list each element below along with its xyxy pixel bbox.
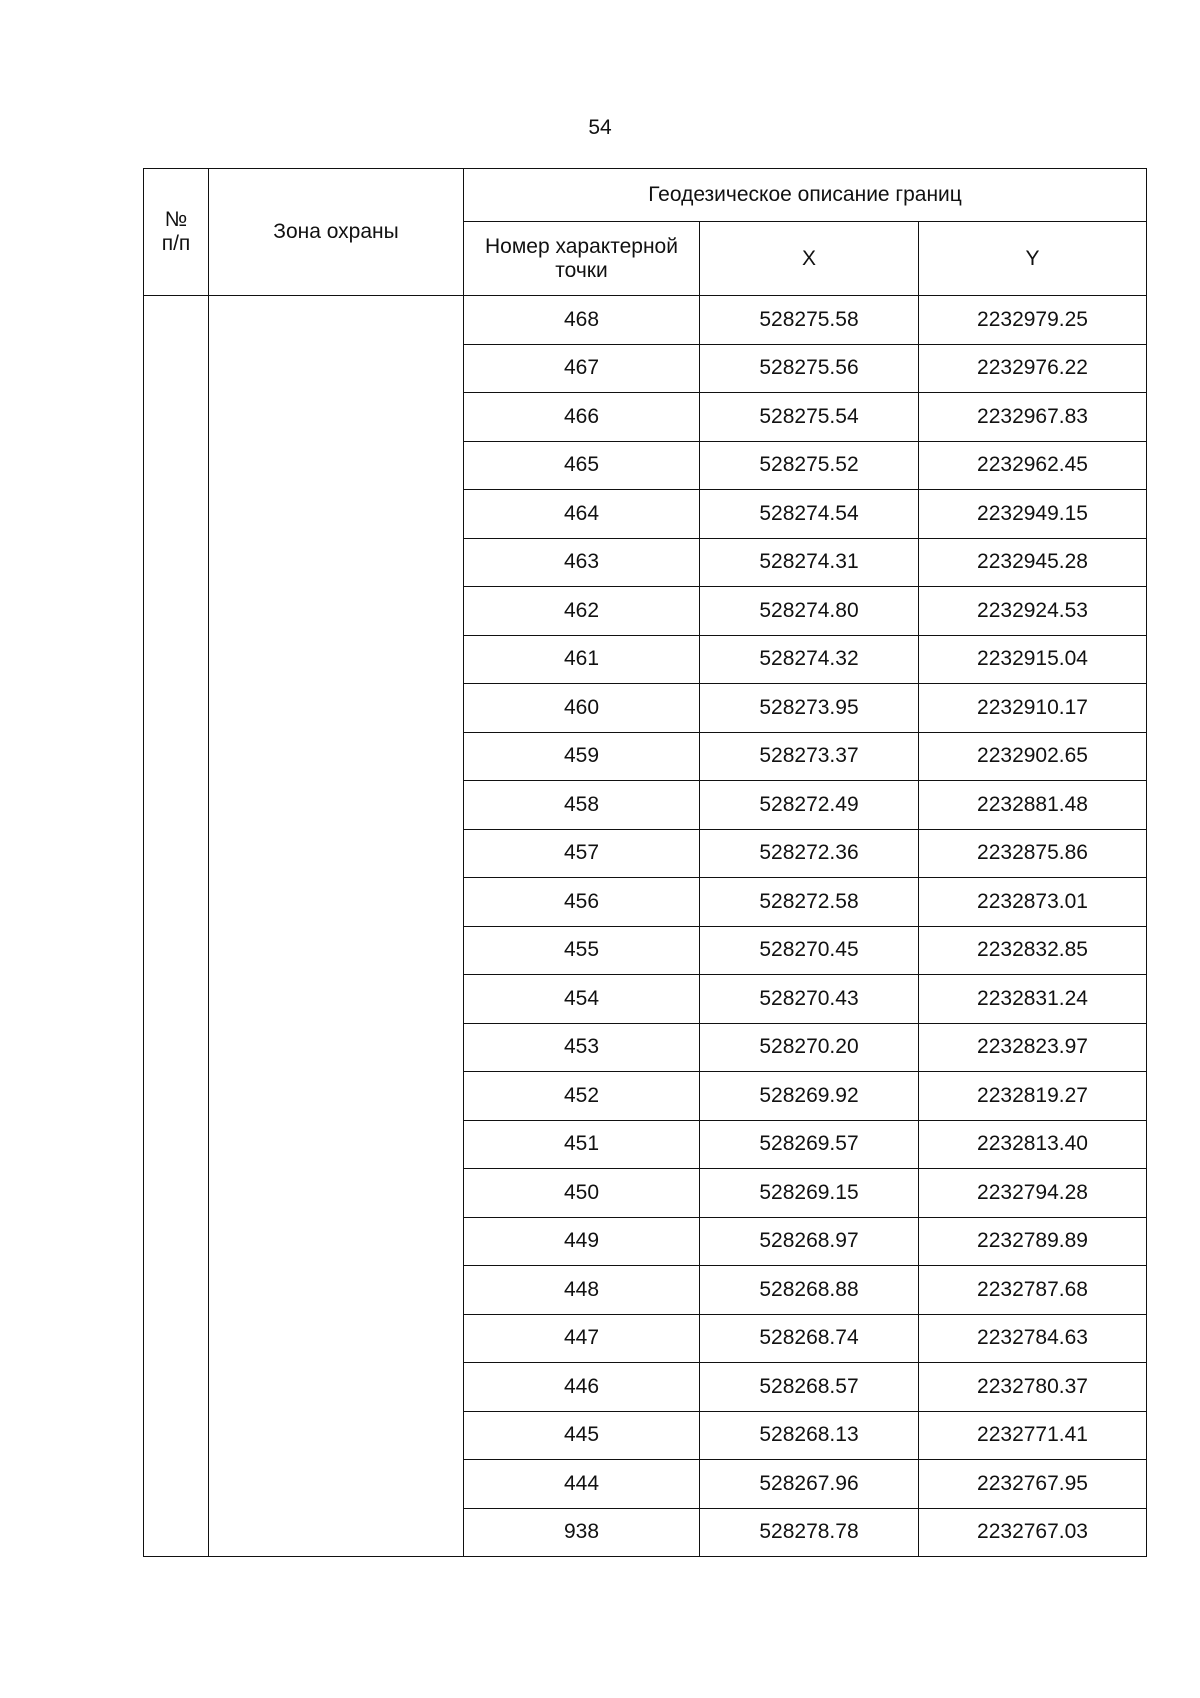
cell-x: 528272.58 (700, 878, 919, 927)
cell-point-number: 454 (464, 975, 700, 1024)
cell-point-number: 450 (464, 1169, 700, 1218)
cell-point-number: 457 (464, 829, 700, 878)
cell-y: 2232881.48 (919, 781, 1147, 830)
cell-y: 2232813.40 (919, 1120, 1147, 1169)
cell-number-merged (144, 296, 209, 1557)
cell-point-number: 938 (464, 1508, 700, 1557)
cell-point-number: 461 (464, 635, 700, 684)
table-body (144, 296, 1147, 1557)
cell-point-number: 459 (464, 732, 700, 781)
cell-x: 528269.92 (700, 1072, 919, 1121)
cell-y: 2232832.85 (919, 926, 1147, 975)
header-number (144, 169, 209, 296)
cell-x: 528270.45 (700, 926, 919, 975)
cell-point-number: 463 (464, 538, 700, 587)
cell-x: 528268.88 (700, 1266, 919, 1315)
cell-point-number: 468 (464, 296, 700, 345)
cell-x: 528273.95 (700, 684, 919, 733)
cell-point-number: 445 (464, 1411, 700, 1460)
cell-x: 528268.13 (700, 1411, 919, 1460)
cell-y: 2232771.41 (919, 1411, 1147, 1460)
cell-zone-merged (209, 296, 464, 1557)
header-point-number: Номер характерной точки (464, 222, 700, 296)
cell-y: 2232910.17 (919, 684, 1147, 733)
cell-point-number: 452 (464, 1072, 700, 1121)
table-header (144, 169, 1147, 296)
cell-y: 2232902.65 (919, 732, 1147, 781)
cell-point-number: 446 (464, 1363, 700, 1412)
header-y: Y (919, 222, 1147, 296)
cell-y: 2232962.45 (919, 441, 1147, 490)
header-zone: Зона охраны (209, 169, 464, 296)
cell-point-number: 453 (464, 1023, 700, 1072)
cell-y: 2232873.01 (919, 878, 1147, 927)
cell-y: 2232789.89 (919, 1217, 1147, 1266)
cell-point-number: 451 (464, 1120, 700, 1169)
cell-point-number: 464 (464, 490, 700, 539)
cell-point-number: 458 (464, 781, 700, 830)
cell-point-number: 465 (464, 441, 700, 490)
cell-x: 528274.80 (700, 587, 919, 636)
cell-y: 2232787.68 (919, 1266, 1147, 1315)
cell-y: 2232767.95 (919, 1460, 1147, 1509)
cell-x: 528267.96 (700, 1460, 919, 1509)
cell-y: 2232924.53 (919, 587, 1147, 636)
cell-y: 2232831.24 (919, 975, 1147, 1024)
cell-point-number: 466 (464, 393, 700, 442)
cell-x: 528272.36 (700, 829, 919, 878)
cell-x: 528269.57 (700, 1120, 919, 1169)
cell-point-number: 462 (464, 587, 700, 636)
cell-y: 2232967.83 (919, 393, 1147, 442)
cell-x: 528274.32 (700, 635, 919, 684)
cell-x: 528274.54 (700, 490, 919, 539)
cell-x: 528268.57 (700, 1363, 919, 1412)
cell-x: 528275.54 (700, 393, 919, 442)
cell-point-number: 447 (464, 1314, 700, 1363)
header-x: X (700, 222, 919, 296)
cell-x: 528275.52 (700, 441, 919, 490)
cell-x: 528270.20 (700, 1023, 919, 1072)
cell-point-number: 449 (464, 1217, 700, 1266)
cell-point-number: 455 (464, 926, 700, 975)
page-number: 54 (588, 116, 612, 139)
cell-x: 528275.58 (700, 296, 919, 345)
header-geodesic-description: Геодезическое описание границ (464, 169, 1147, 222)
cell-x: 528268.97 (700, 1217, 919, 1266)
cell-y: 2232875.86 (919, 829, 1147, 878)
cell-y: 2232949.15 (919, 490, 1147, 539)
cell-y: 2232784.63 (919, 1314, 1147, 1363)
cell-y: 2232945.28 (919, 538, 1147, 587)
cell-x: 528270.43 (700, 975, 919, 1024)
cell-x: 528274.31 (700, 538, 919, 587)
cell-x: 528275.56 (700, 344, 919, 393)
cell-y: 2232823.97 (919, 1023, 1147, 1072)
cell-point-number: 467 (464, 344, 700, 393)
cell-point-number: 444 (464, 1460, 700, 1509)
cell-point-number: 456 (464, 878, 700, 927)
cell-x: 528278.78 (700, 1508, 919, 1557)
header-row-top (144, 169, 1147, 222)
cell-y: 2232915.04 (919, 635, 1147, 684)
cell-point-number: 448 (464, 1266, 700, 1315)
cell-x: 528268.74 (700, 1314, 919, 1363)
cell-y: 2232979.25 (919, 296, 1147, 345)
header-number-line2: п/п (161, 232, 191, 255)
cell-y: 2232780.37 (919, 1363, 1147, 1412)
cell-x: 528272.49 (700, 781, 919, 830)
cell-point-number: 460 (464, 684, 700, 733)
cell-y: 2232767.03 (919, 1508, 1147, 1557)
table-row (144, 296, 1147, 345)
cell-y: 2232819.27 (919, 1072, 1147, 1121)
cell-y: 2232794.28 (919, 1169, 1147, 1218)
cell-y: 2232976.22 (919, 344, 1147, 393)
header-number-line1: № (164, 208, 188, 231)
cell-x: 528269.15 (700, 1169, 919, 1218)
coordinates-table (143, 168, 1147, 1557)
cell-x: 528273.37 (700, 732, 919, 781)
